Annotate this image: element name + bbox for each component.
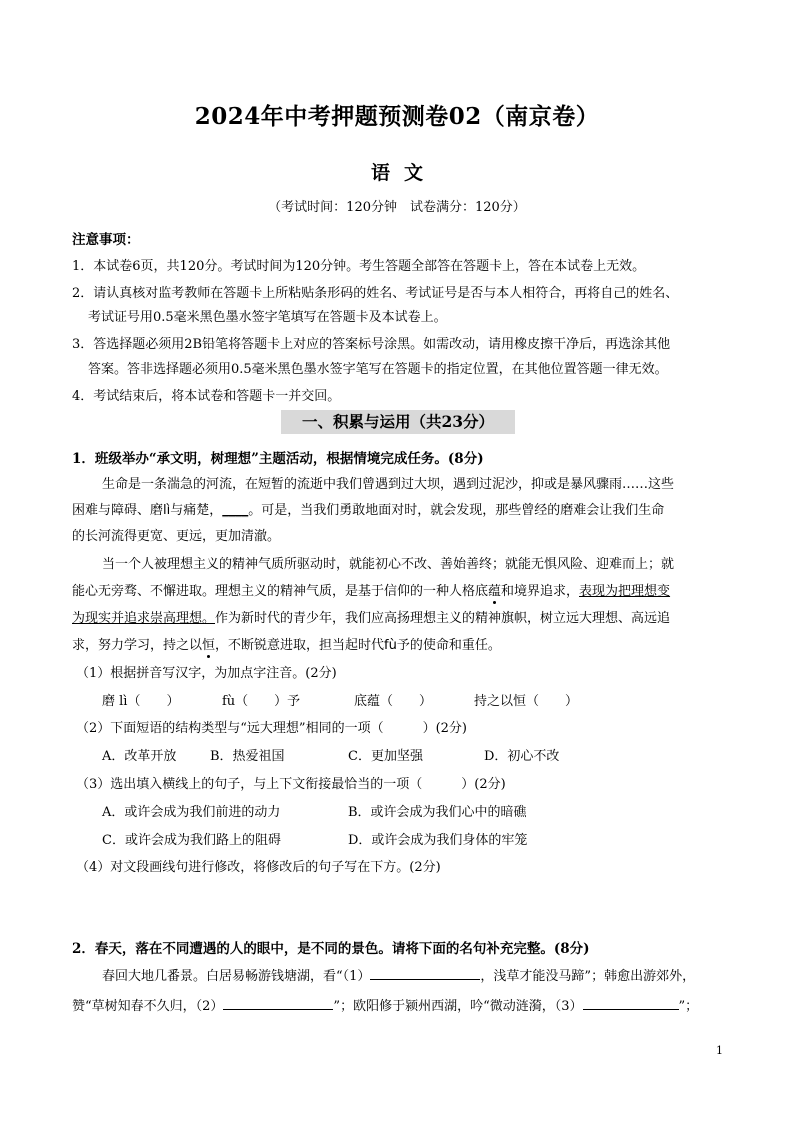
pinyin-item-1: 磨 lì（ ）	[102, 694, 180, 709]
q2-line1	[102, 965, 695, 984]
q1-p1-line2-c: 。可是，当我们勇敢地面对时，就会发现，那些曾经的磨难会让我们生命	[248, 503, 665, 518]
exam-info: （考试时间：120分钟 试卷满分：120分）	[268, 200, 526, 215]
page-number: 1	[716, 1044, 723, 1057]
note-item-3-cont: 答案。答非选择题必须用0.5毫米黑色墨水签字笔写在答题卡的指定位置，在其他位置答题一律无效。	[88, 362, 668, 377]
pinyin-fu: fù	[384, 638, 397, 653]
q1-p2-line2-a: 能心无旁骛、不懈进取。理想主义的精神气质，是基于信仰的一种人格底	[72, 584, 489, 599]
q1-p2-line1: 当一个人被理想主义的精神气质所驱动时，就能初心不改、善始善终；就能无惧风险、迎难而上；就	[102, 557, 675, 572]
note-item-3: 3．答选择题必须用2B铅笔将答题卡上对应的答案标号涂黑。如需改动，请用橡皮擦干净后，再选涂其他	[72, 337, 671, 352]
note-item-4: 4．考试结束后，将本试卷和答题卡一并交回。	[72, 389, 341, 404]
q2-line1-b: ，浅草才能没马蹄”；韩愈出游郊外，	[480, 969, 696, 984]
q1-sub4: （4）对文段画线句进行修改，将修改后的句子写在下方。(2分)	[76, 860, 441, 875]
q1-p2-line4	[72, 634, 501, 653]
pinyin-item-4: 持之以恒（ ）	[474, 694, 579, 709]
q1-title: 1．班级举办“承文明，树理想”主题活动，根据情境完成任务。(8分)	[72, 451, 484, 467]
q1-p1-line2-b: 与痛楚，	[170, 503, 223, 518]
pinyin-li: lì	[163, 503, 171, 518]
q1-p1-line3: 的长河流得更宽、更远，更加清澈。	[72, 529, 281, 544]
note-item-2: 2．请认真核对监考教师在答题卡上所粘贴条形码的姓名、考试证号是否与本人相符合，再将自己的姓名、	[72, 286, 679, 301]
q1-sub3-option-c: C．或许会成为我们路上的阻碍	[102, 833, 281, 848]
q2-line1-a: 春回大地几番景。白居易畅游钱塘湖，看“（1）	[102, 969, 371, 984]
dotted-char-yun: 蕴	[488, 584, 502, 599]
q1-sub2-option-a: A．改革开放	[102, 749, 177, 764]
exam-title: 2024年中考押题预测卷02（南京卷）	[194, 103, 600, 130]
pinyin-item-2: fù（ ）予	[222, 694, 301, 709]
q1-sub2-option-c: C．更加坚强	[348, 749, 423, 764]
q1-p2-line4-b: ，不断锐意进取，担当起时代	[215, 638, 385, 653]
q2-line2-c: ”；	[678, 999, 699, 1014]
q2-title: 2．春天，落在不同遭遇的人的眼中，是不同的景色。请将下面的名句补充完整。(8分)	[72, 941, 590, 957]
q1-p2-line3-b: 作为新时代的青少年，我们应高扬理想主义的精神旗帜，树立远大理想、高远追	[215, 611, 671, 626]
note-item-2-cont: 考试证号用0.5毫米黑色墨水签字笔填写在答题卡及本试卷上。	[88, 310, 447, 325]
section-1-heading: 一、积累与运用（共23分）	[281, 410, 515, 434]
q1-p1-line1: 生命是一条湍急的河流，在短暂的流逝中我们曾遇到过大坝，遇到过泥沙，抑或是暴风骤雨……这些	[102, 477, 675, 492]
q1-sub3-option-b: B．或许会成为我们心中的暗礁	[348, 805, 527, 820]
pinyin-item-3: 底蕴（ ）	[354, 694, 433, 709]
q1-p2-line4-c: 予的使命和重任。	[396, 638, 501, 653]
q1-p2-line4-a: 求，努力学习，持之以	[72, 638, 203, 653]
q2-line2-b: ”；欧阳修于颍州西湖，吟“微动涟漪，（3）	[333, 999, 583, 1014]
q1-sub2-option-d: D．初心不改	[484, 749, 560, 764]
q1-sub2: （2）下面短语的结构类型与“远大理想”相同的一项（ ）(2分)	[76, 721, 467, 736]
q1-fill-blank: ____	[222, 503, 249, 518]
q2-line2-a: 赞“草树知春不久归，（2）	[72, 999, 224, 1014]
q1-sub3-option-a: A．或许会成为我们前进的动力	[102, 805, 281, 820]
q1-sub3: （3）选出填入横线上的句子，与上下文衔接最恰当的一项（ ）(2分)	[76, 777, 506, 792]
q1-p2-line2	[72, 580, 670, 599]
q2-blank-1[interactable]	[370, 965, 480, 980]
q2-line2	[72, 995, 698, 1014]
notes-heading: 注意事项：	[72, 232, 140, 248]
q1-p1-line2	[72, 499, 664, 518]
q1-sub1: （1）根据拼音写汉字，为加点字注音。(2分)	[76, 666, 337, 681]
q2-blank-3[interactable]	[583, 995, 679, 1010]
underlined-sentence-part2: 为现实并追求崇高理想。	[72, 611, 216, 626]
underlined-sentence-part1: 表现为把理想变	[579, 584, 671, 599]
note-item-1: 1．本试卷6页，共120分。考试时间为120分钟。考生答题全部答在答题卡上，答在本试卷上无效。	[72, 259, 646, 274]
q2-blank-2[interactable]	[223, 995, 333, 1010]
q1-p1-line2-a: 困难与障碍、磨	[72, 503, 164, 518]
dotted-char-heng: 恒	[202, 638, 216, 653]
subject-heading: 语文	[370, 162, 437, 184]
q1-p2-line3	[72, 607, 670, 626]
q1-sub3-option-d: D．或许会成为我们身体的牢笼	[348, 833, 528, 848]
q1-p2-line2-b: 和境界追求，	[501, 584, 580, 599]
q1-sub2-option-b: B．热爱祖国	[210, 749, 285, 764]
